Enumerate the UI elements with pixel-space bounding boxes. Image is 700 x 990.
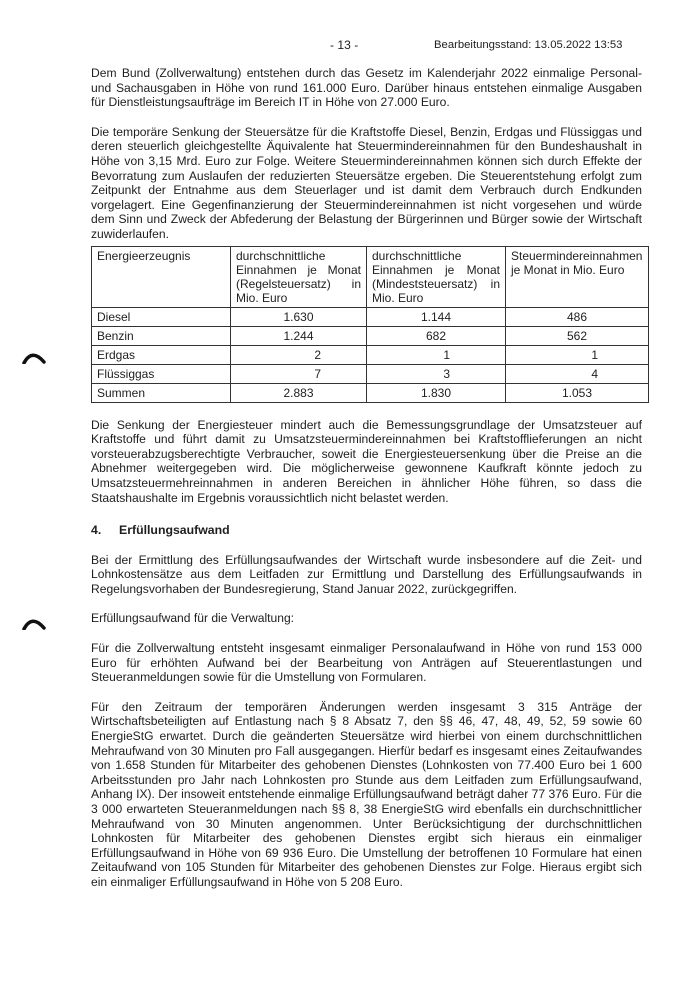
cell-shortfall: 1.053 [506, 383, 649, 402]
cell-regular: 1.244 [231, 326, 367, 345]
paragraph-tax-reduction: Die temporäre Senkung der Steuersätze für die Kraftstoffe Diesel, Benzin, Erdgas und Flüssiggas und deren steuerlich gleichgestellte Äquivalente hat Steuermindereinnahmen für den Bundeshaushalt in Höhe von 3,15 Mrd. Euro zur Folge. Weitere Steuermindereinnahmen können sich durch Effekte der Bevorratung zum Auslaufen der reduzierten Steuersätze ergeben. Die Steuerentstehung erfolgt zum Zeitpunkt der Entnahme aus dem Steuerlager und ist damit dem Verbrauch durch Endkunden vorgelagert. Eine Gegenfinanzierung der Steuermindereinnahmen ist nicht vorgesehen und würde dem Sinn und Zweck der Abfederung der Belastung der Bürgerinnen und Bürger sowie der Wirtschaft zuwiderlaufen. [91, 124, 642, 241]
table-row [92, 307, 649, 326]
document-body [91, 66, 642, 890]
cell-product: Erdgas [92, 345, 231, 364]
table-header-row [92, 246, 649, 307]
table-row-total [92, 383, 649, 402]
cell-minimum: 682 [367, 326, 506, 345]
margin-bracket-mark [22, 350, 46, 364]
section-title: Erfüllungsaufwand [119, 523, 230, 538]
page-number: - 13 - [330, 38, 359, 52]
cell-product: Summen [92, 383, 231, 402]
cell-regular: 2 [231, 345, 367, 364]
paragraph-costs: Dem Bund (Zollverwaltung) entstehen durch das Gesetz im Kalenderjahr 2022 einmalige Personal- und Sachausgaben in Höhe von rund 161.000 Euro. Darüber hinaus entstehen einmalige Ausgaben für Dienstleistungsaufträge im Bereich IT in Höhe von 27.000 Euro. [91, 66, 642, 110]
paragraph-vat: Die Senkung der Energiesteuer mindert auch die Bemessungsgrundlage der Umsatzsteuer auf Kraftstoffe und führt damit zu Umsatzsteuermindereinnahmen bei Kraftstofflieferungen an nicht vorsteuerabzugsberechtigte Verbraucher, soweit die Energiesteuersenkung über die Preise an die Abnehmer weitergegeben wird. Die möglicherweise gewonnene Kaufkraft könnte jedoch zu Umsatzsteuermehreinnahmen in anderen Bereichen in ähnlicher Höhe führen, so dass die Staatshaushalte im Ergebnis voraussichtlich nicht belastet werden. [91, 417, 642, 505]
paragraph-compliance-method: Bei der Ermittlung des Erfüllungsaufwandes der Wirtschaft wurde insbesondere auf die Zeit- und Lohnkostensätze aus dem Leitfaden zur Ermittlung und Darstellung des Erfüllungsaufwands in Regelungsvorhaben der Bundesregierung, Stand Januar 2022, zurückgegriffen. [91, 552, 642, 596]
table-row [92, 364, 649, 383]
section-heading [91, 523, 642, 538]
edit-status: Bearbeitungsstand: 13.05.2022 13:53 [434, 39, 623, 51]
cell-product: Benzin [92, 326, 231, 345]
table-row [92, 326, 649, 345]
margin-bracket-mark [22, 616, 46, 630]
cell-regular: 2.883 [231, 383, 367, 402]
section-number: 4. [91, 523, 102, 538]
paragraph-calculation: Für den Zeitraum der temporären Änderungen werden insgesamt 3 315 Anträge der Wirtschaftsbeteiligten auf Entlastung nach § 8 Absatz 7, den §§ 46, 47, 48, 49, 52, 59 sowie 60 EnergieStG erwartet. Durch die geänderten Steuersätze wird hierbei von einem durchschnittlichen Mehraufwand von 30 Minuten pro Fall ausgegangen. Hierfür bedarf es insgesamt eines Zeitaufwandes von 1.658 Stunden für Mitarbeiter des gehobenen Dienstes (Lohnkosten von 77.400 Euro bei 1 600 Arbeitsstunden pro Jahr nach Lohnkosten pro Stunde aus dem Leitfaden zum Erfüllungsaufwand, Anhang IX). Der insoweit entstehende einmalige Erfüllungsaufwand beträgt daher 77 376 Euro. Für die 3 000 erwarteten Steueranmeldungen nach §§ 8, 38 EnergieStG wird ebenfalls ein durchschnittlicher Mehraufwand von 30 Minuten angenommen. Unter Berücksichtigung der durchschnittlichen Lohnkosten für Mitarbeiter des gehobenen Dienstes ergibt sich hieraus ein einmaliger Erfüllungsaufwand in Höhe von 69 936 Euro. Die Umstellung der betroffenen 10 Formulare hat einen Zeitaufwand von 105 Stunden für Mitarbeiter des gehobenen Dienstes zur Folge. Hieraus ergibt sich ein einmaliger Erfüllungsaufwand in Höhe von 5 208 Euro. [91, 699, 642, 889]
cell-minimum: 3 [367, 364, 506, 383]
cell-regular: 7 [231, 364, 367, 383]
header-cell-shortfall: Steuermindereinnahmen je Monat in Mio. Euro [506, 246, 649, 307]
paragraph-admin-label: Erfüllungsaufwand für die Verwaltung: [91, 611, 295, 626]
cell-minimum: 1.144 [367, 307, 506, 326]
cell-product: Flüssiggas [92, 364, 231, 383]
cell-minimum: 1 [367, 345, 506, 364]
revenue-table [91, 246, 649, 403]
header-cell-regular: durchschnittliche Einnahmen je Monat (Regelsteuersatz) in Mio. Euro [231, 246, 367, 307]
cell-shortfall: 562 [506, 326, 649, 345]
cell-shortfall: 1 [506, 345, 649, 364]
cell-product: Diesel [92, 307, 231, 326]
page-header [0, 38, 700, 54]
header-cell-product: Energieerzeugnis [92, 246, 231, 307]
header-cell-minimum: durchschnittliche Einnahmen je Monat (Mindeststeuersatz) in Mio. Euro [367, 246, 506, 307]
table-row [92, 345, 649, 364]
cell-shortfall: 486 [506, 307, 649, 326]
cell-shortfall: 4 [506, 364, 649, 383]
cell-minimum: 1.830 [367, 383, 506, 402]
paragraph-customs-effort: Für die Zollverwaltung entsteht insgesamt einmaliger Personalaufwand in Höhe von rund 153 000 Euro für erhöhten Aufwand bei der Bearbeitung von Anträgen auf Steuerentlastungen und Steueranmeldungen sowie für die Umstellung von Formularen. [91, 641, 642, 685]
cell-regular: 1.630 [231, 307, 367, 326]
